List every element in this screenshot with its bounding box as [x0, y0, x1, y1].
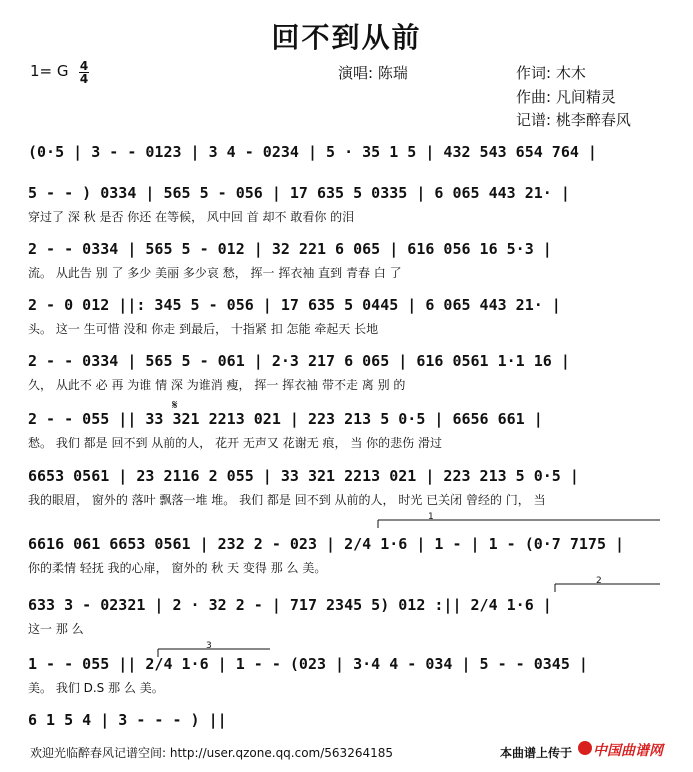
site-logo-icon [578, 741, 592, 755]
lyrics-row: 头。 这一 生可惜 没和 你走 到最后， 十指紧 扣 怎能 牵起天 长地 [28, 322, 379, 336]
time-sig-bottom: 4 [79, 72, 89, 86]
transcriber-credit: 记谱: 桃李醉春风 [516, 111, 631, 129]
volta-3-label: 3 [206, 641, 212, 651]
notation-row: 2 - - 055 || 33 321 2213 021 | 223 213 5 0·5 | 6656 661 | [28, 410, 543, 428]
notation-row: 6 1 5 4 | 3 - - - ) || [28, 711, 227, 729]
notation-row: 2 - - 0334 | 565 5 - 012 | 32 221 6 065 | 616 056 16 5·3 | [28, 240, 552, 258]
notation-row: 1 - - 055 || 2/4 1·6 | 1 - - (023 | 3·4 4 - 034 | 5 - - 0345 | [28, 655, 588, 673]
singer-credit: 演唱: 陈瑞 [338, 64, 408, 82]
song-title: 回不到从前 [271, 21, 422, 54]
notation-row: (0·5 | 3 - - 0123 | 3 4 - 0234 | 5 · 35 1 5 | 432 543 654 764 | [28, 143, 597, 161]
composer-credit: 作曲: 凡间精灵 [516, 88, 616, 106]
volta-bracket-1 [378, 520, 660, 528]
footer-upload-text: 本曲谱上传于 [500, 746, 573, 760]
notation-row: 2 - - 0334 | 565 5 - 061 | 2·3 217 6 065 | 616 0561 1·1 16 | [28, 352, 570, 370]
footer-welcome: 欢迎光临醉春风记谱空间: http://user.qzone.qq.com/563264185 [30, 746, 394, 760]
lyricist-credit: 作词: 木木 [516, 64, 586, 82]
notation-row: 5 - - ) 0334 | 565 5 - 056 | 17 635 5 0335 | 6 065 443 21· | [28, 184, 570, 202]
lyrics-row: 愁。 我们 都是 回不到 从前的人， 花开 无声又 花谢无 痕， 当 你的悲伤 滑过 [28, 436, 442, 450]
time-sig-top: 4 [79, 59, 89, 73]
volta-bracket-3 [158, 649, 270, 657]
lyrics-row: 这一 那 么 [28, 622, 84, 636]
notation-row: 6616 061 6653 0561 | 232 2 - 023 | 2/4 1·6 | 1 - | 1 - (0·7 7175 | [28, 535, 625, 553]
lyrics-row: 流。 从此告 别 了 多少 美丽 多少哀 愁， 挥一 挥衣袖 直到 青春 白 了 [28, 266, 402, 280]
site-logo: 中国曲谱网 [593, 743, 663, 759]
lyrics-row: 我的眼眉， 窗外的 落叶 飘落一堆 堆。 我们 都是 回不到 从前的人， 时光 已关闭 曾经的 门， 当 [28, 493, 546, 507]
volta-2-label: 2 [596, 576, 602, 586]
volta-bracket-2 [555, 584, 660, 592]
key-signature: 1= G [30, 62, 69, 80]
lyrics-row: 美。 我们 D.S 那 么 美。 [28, 681, 164, 695]
lyrics-row: 穿过了 深 秋 是否 你还 在等候， 风中回 首 却不 敢看你 的泪 [28, 210, 355, 224]
volta-1-label: 1 [428, 512, 434, 522]
notation-row: 6653 0561 | 23 2116 2 055 | 33 321 2213 021 | 223 213 5 0·5 | [28, 467, 579, 485]
notation-row: 2 - 0 012 ||: 345 5 - 056 | 17 635 5 0445 | 6 065 443 21· | [28, 296, 561, 314]
lyrics-row: 久， 从此不 必 再 为谁 情 深 为谁消 瘦， 挥一 挥衣袖 带不走 离 别 的 [28, 378, 406, 392]
lyrics-row: 你的柔情 轻抚 我的心扉， 窗外的 秋 天 变得 那 么 美。 [28, 561, 327, 575]
segno-sign: 𝄋 [172, 398, 178, 413]
notation-row: 633 3 - 02321 | 2 · 32 2 - | 717 2345 5) 012 :|| 2/4 1·6 | [28, 596, 552, 614]
